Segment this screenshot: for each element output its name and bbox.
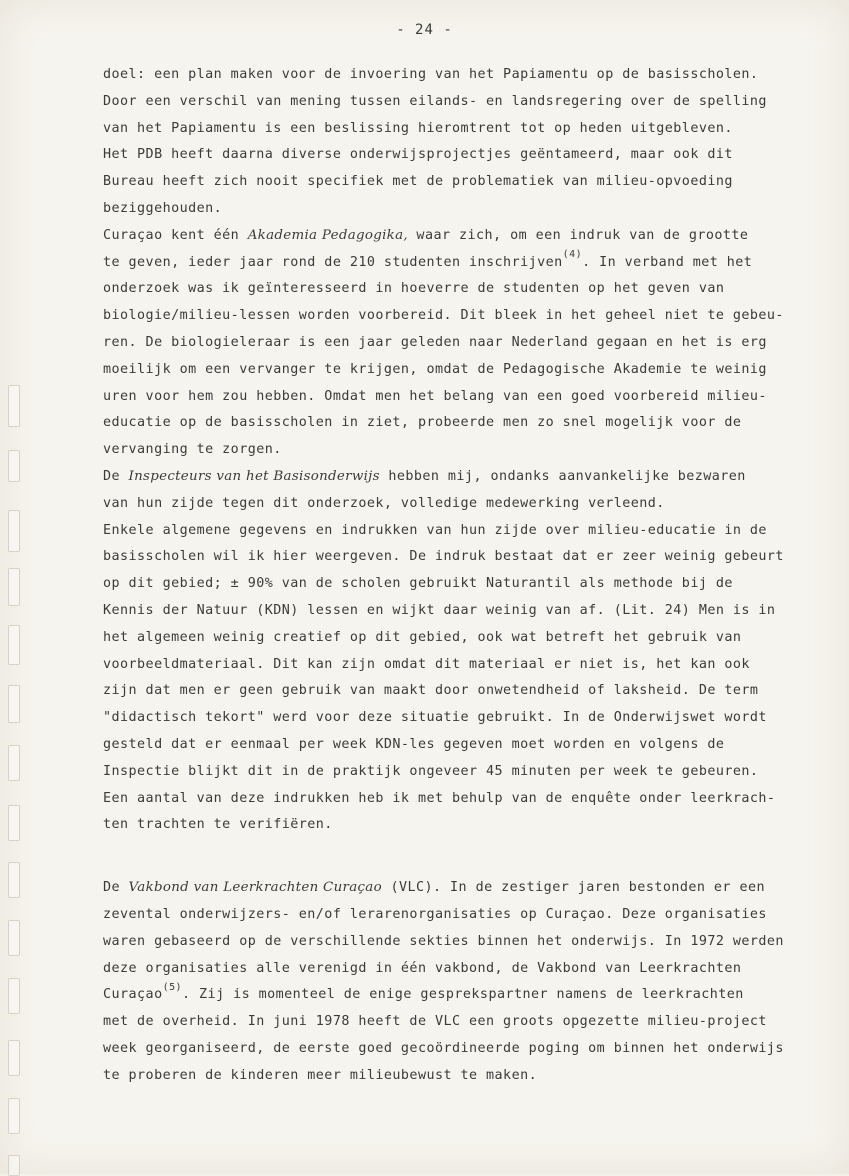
text-line: ten trachten te verifiëren.	[103, 817, 333, 833]
text-line: Het PDB heeft daarna diverse onderwijsprojectjes geëntameerd, maar ook dit	[103, 147, 733, 163]
paragraph-pdb	[103, 62, 819, 223]
text-line: van het Papiamentu is een beslissing hieromtrent tot op heden uitgebleven.	[103, 120, 733, 136]
text-line: week georganiseerd, de eerste goed gecoördineerde poging om binnen het onderwijs	[103, 1040, 784, 1056]
italic-term: Akademia Pedagogika,	[247, 227, 408, 243]
text-line: educatie op de basisscholen in ziet, probeerde men zo snel mogelijk voor de	[103, 415, 742, 431]
footnote-ref: (5)	[162, 981, 183, 993]
text-line: gesteld dat er eenmaal per week KDN-les gegeven moet worden en volgens de	[103, 736, 725, 752]
text-line: Door een verschil van mening tussen eilands- en landsregering over de spelling	[103, 93, 767, 109]
paragraph-inspecteurs	[103, 464, 819, 518]
text-line: vervanging te zorgen.	[103, 442, 282, 458]
text-line: Inspectie blijkt dit in de praktijk ongeveer 45 minuten per week te gebeuren.	[103, 763, 759, 779]
text-line: waren gebaseerd op de verschillende sekties binnen het onderwijs. In 1972 werden	[103, 933, 784, 949]
text-line: zijn dat men er geen gebruik van maakt door onwetendheid of laksheid. De term	[103, 683, 759, 699]
text-line: met de overheid. In juni 1978 heeft de VLC een groots opgezette milieu-project	[103, 1014, 767, 1030]
text-line: op dit gebied; ± 90% van de scholen gebruikt Naturantil als methode bij de	[103, 576, 733, 592]
italic-term: Vakbond van Leerkrachten Curaçao	[128, 880, 382, 896]
paragraph-vakbond	[103, 875, 819, 1089]
text-line: Een aantal van deze indrukken heb ik met behulp van de enquête onder leerkrach-	[103, 790, 776, 806]
paragraph-gap	[103, 839, 819, 875]
text-line: te proberen de kinderen meer milieubewust te maken.	[103, 1067, 538, 1083]
footnote-ref: (4)	[562, 249, 583, 261]
text-line: het algemeen weinig creatief op dit gebied, ook wat betreft het gebruik van	[103, 629, 742, 645]
text-line: basisscholen wil ik hier weergeven. De indruk bestaat dat er zeer weinig gebeurt	[103, 549, 784, 565]
text-line: Bureau heeft zich nooit specifiek met de problematiek van milieu-opvoeding	[103, 174, 733, 190]
text-line: onderzoek was ik geïnteresseerd in hoeverre de studenten op het geven van	[103, 281, 725, 297]
text-line: voorbeeldmateriaal. Dit kan zijn omdat dit materiaal er niet is, het kan ook	[103, 656, 750, 672]
paragraph-akademia	[103, 223, 819, 464]
text-line: Kennis der Natuur (KDN) lessen en wijkt daar weinig van af. (Lit. 24) Men is in	[103, 602, 776, 618]
text-line: zevental onderwijzers- en/of lerarenorganisaties op Curaçao. Deze organisaties	[103, 906, 767, 922]
text-line: Curaçao kent één Akademia Pedagogika, waar zich, om een indruk van de grootte	[103, 227, 749, 243]
text-line: van hun zijde tegen dit onderzoek, volledige medewerking verleend.	[103, 495, 665, 511]
text-line: Curaçao$^{(5)}$. Zij is momenteel de enige gesprekspartner namens de leerkrachten	[103, 981, 744, 1003]
text-line: deze organisaties alle verenigd in één vakbond, de Vakbond van Leerkrachten	[103, 960, 742, 976]
text-line: biologie/milieu-lessen worden voorbereid. Dit bleek in het geheel niet te gebeu-	[103, 308, 784, 324]
text-line: uren voor hem zou hebben. Omdat men het belang van een goed voorbereid milieu-	[103, 388, 767, 404]
text-line: De Vakbond van Leerkrachten Curaçao (VLC). In de zestiger jaren bestonden er een	[103, 880, 765, 896]
text-line: ren. De biologieleraar is een jaar geleden naar Nederland gegaan en het is erg	[103, 334, 767, 350]
text-line: Enkele algemene gegevens en indrukken van hun zijde over milieu-educatie in de	[103, 522, 767, 538]
text-line: "didactisch tekort" werd voor deze situatie gebruikt. In de Onderwijswet wordt	[103, 710, 767, 726]
text-line: De Inspecteurs van het Basisonderwijs hebben mij, ondanks aanvankelijke bezwaren	[103, 468, 746, 484]
text-line: doel: een plan maken voor de invoering van het Papiamentu op de basisscholen.	[103, 67, 759, 82]
text-line: beziggehouden.	[103, 200, 223, 216]
body-text	[103, 62, 819, 1089]
page-number: - 24 -	[396, 22, 453, 38]
text-line: moeilijk om een vervanger te krijgen, omdat de Pedagogische Akademie te weinig	[103, 361, 767, 377]
italic-term: Inspecteurs van het Basisonderwijs	[128, 468, 380, 484]
paragraph-gegevens	[103, 518, 819, 840]
text-line: te geven, ieder jaar rond de 210 studenten inschrijven$^{(4)}$. In verband met het	[103, 249, 753, 270]
